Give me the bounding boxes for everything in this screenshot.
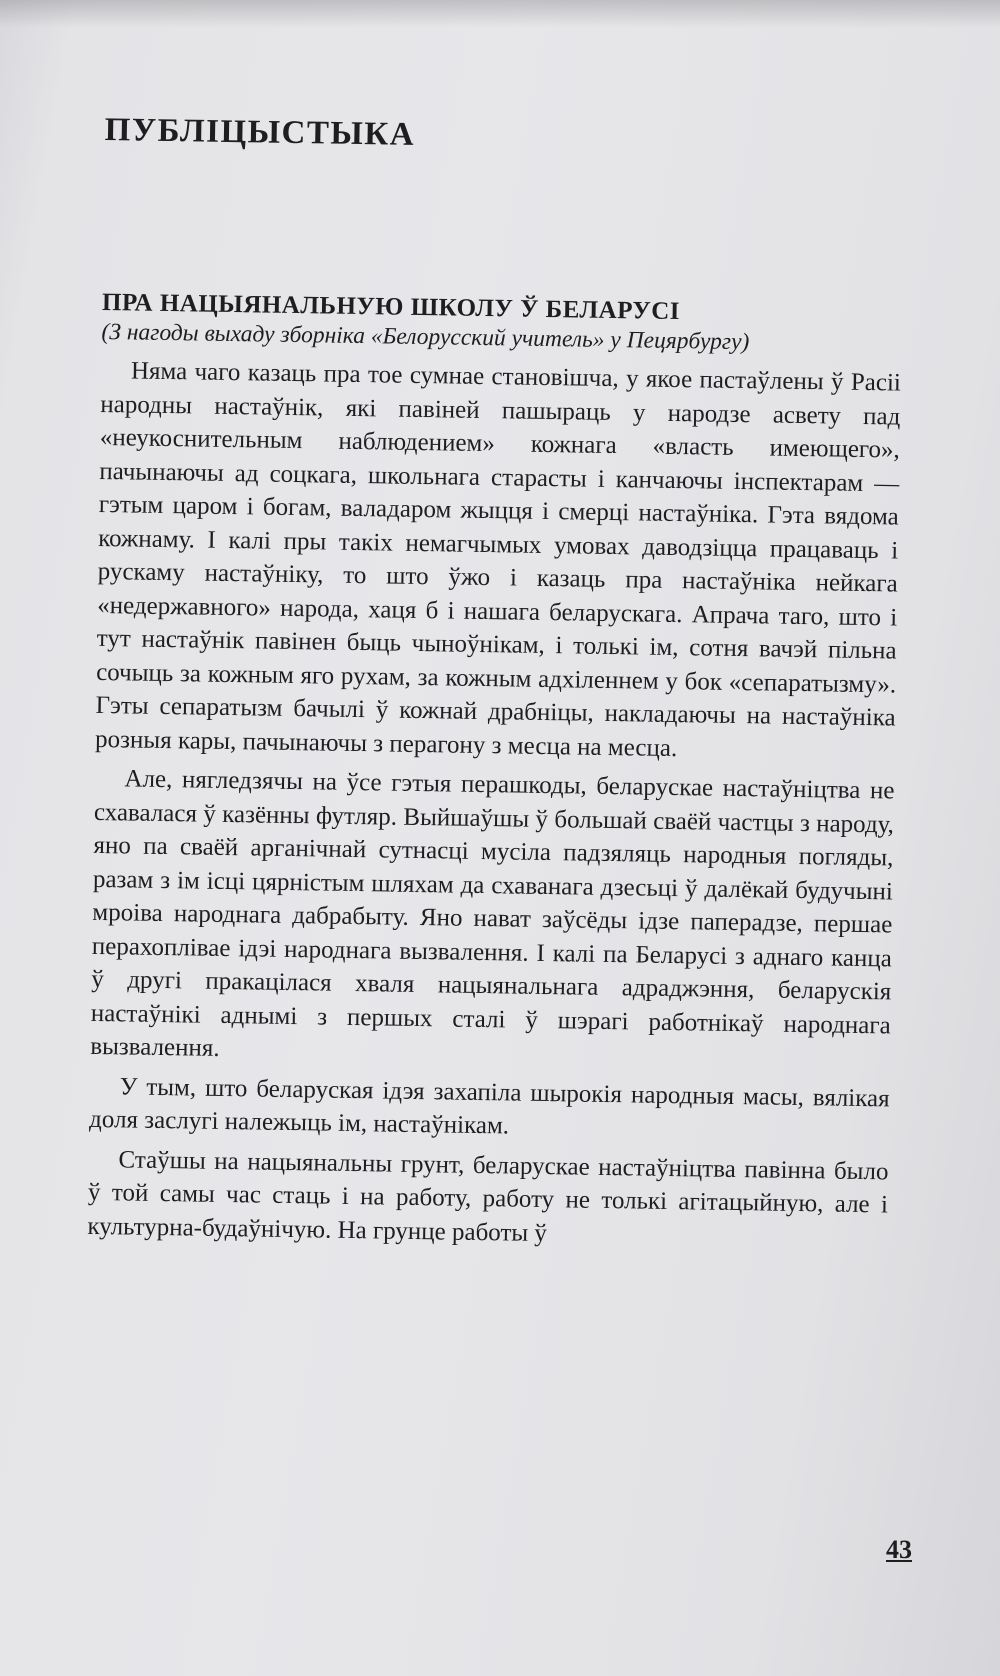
- paragraph: У тым, што беларуская ідэя захапіла шырокія народныя масы, вялікая доля заслугі належыць ім, настаўнікам.: [88, 1072, 890, 1140]
- page-content: [87, 112, 905, 1261]
- paragraph: Але, нягледзячы на ўсе гэтыя перашкоды, беларускае настаўніцтва не схавалася ў казённы футляр. Выйшаўшы ў большай сваёй частцы з народу, яно па сваёй арганічнай сутнасці мусіла падзяляць народныя погляды, разам з ім ісці цярністым шляхам да схаванага дзесьці ў далёкай будучыні мроіва народнага дабрабыту. Яно нават заўсёды ідзе паперадзе, першае перахоплівае ідэі народнага вызвалення. І калі па Беларусі з аднаго канца ў другі пракацілася хваля нацыянальнага адраджэння, беларускія настаўнікі аднымі з першых сталі ў шэрагі работнікаў народнага вызвалення.: [90, 765, 895, 1062]
- page-number: 43: [886, 1535, 912, 1564]
- paragraph: Стаўшы на нацыянальны грунт, беларускае настаўніцтва павінна было ў той самы час стаць і на работу, работу не толькі агітацыйную, але і культурна-будаўнічую. На грунце работы ў: [87, 1145, 889, 1247]
- paragraph: Няма чаго казаць пра тое сумнае становішча, у якое пастаўлены ў Расіі народны настаўнік, які павіней пашыраць у народзе асвету пад «неукоснительным наблюдением» кожнага «власть имеющего», пачынаючы ад соцкага, школьнага старасты і канчаючы інспектарам — гэтым царом і богам, валадаром жыцця і смерці настаўніка. Гэта вядома кожнаму. І калі пры такіх немагчымых умовах даводзіцца працаваць і рускаму настаўніку, то што ўжо і казаць пра настаўніка нейкага «недержавного» народа, хаця б і нашага беларускага. Апрача таго, што і тут настаўнік павінен быць чыноўнікам, і толькі ім, сотня вачэй пільна сочыць за кожным яго рухам, за кожным адхіленнем у бок «сепаратызму». Гэты сепаратызм бачылі ў кожнай драбніцы, накладаючы на настаўніка розныя кары, пачынаючы з перагону з месца на месца.: [94, 357, 902, 762]
- article-subtitle: (З нагоды выхаду зборніка «Белорусский учитель» у Пецярбургу): [101, 318, 750, 356]
- page-edge-shadow: [0, 0, 1000, 28]
- section-title: ПУБЛІЦЫСТЫКА: [104, 112, 416, 153]
- article-title: ПРА НАЦЫЯНАЛЬНУЮ ШКОЛУ Ў БЕЛАРУСІ: [101, 288, 681, 326]
